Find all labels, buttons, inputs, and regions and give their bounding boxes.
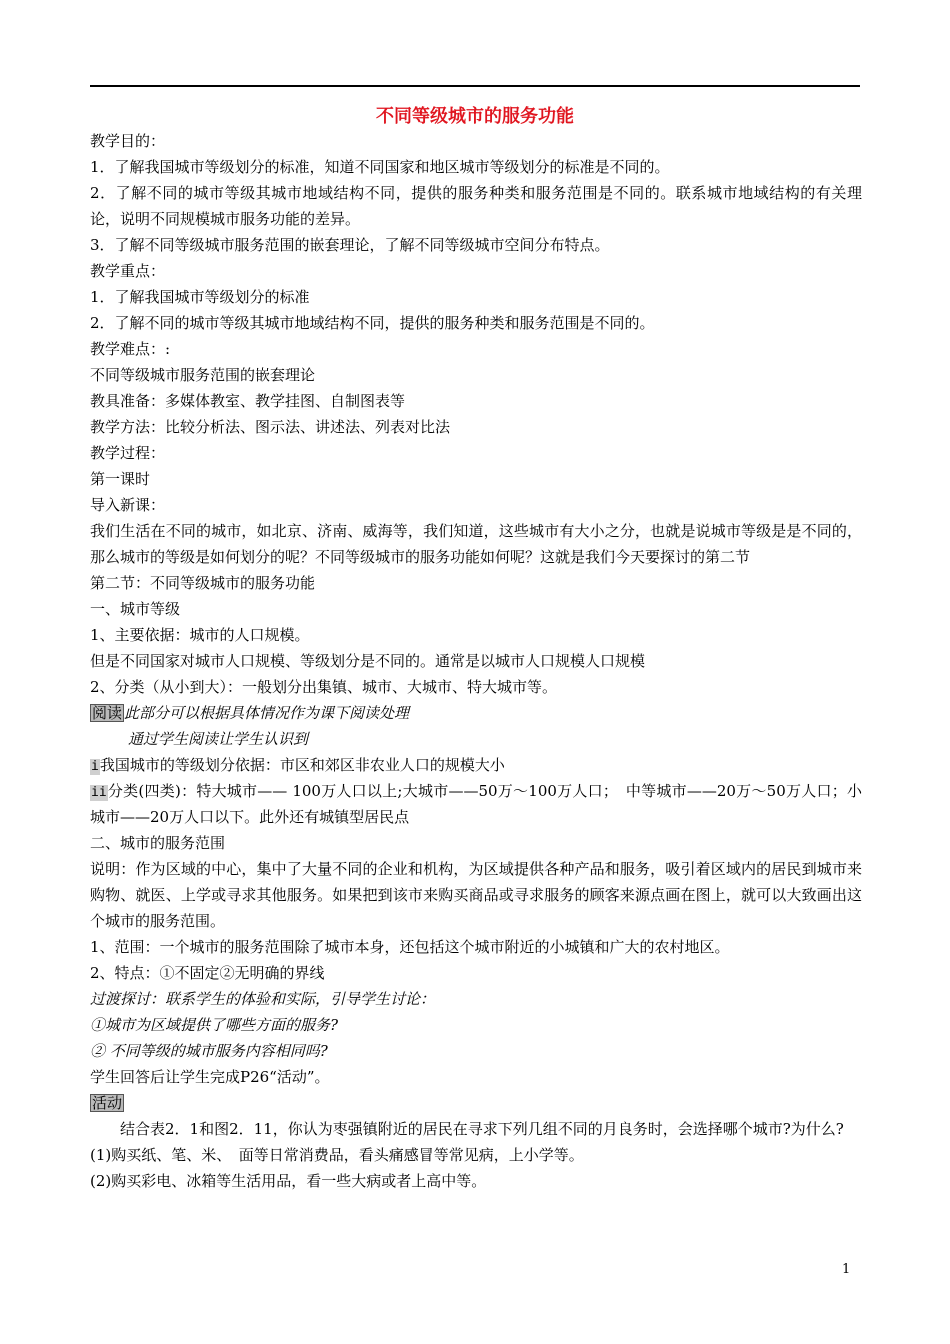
- activity-tag: 活动: [92, 1094, 123, 1112]
- page-number: 1: [842, 1262, 851, 1277]
- part-two-heading: 二、城市的服务范围: [90, 834, 226, 852]
- roman-ii-marker: ii: [91, 785, 107, 800]
- answer-line: 学生回答后让学生完成P26“活动”。: [90, 1068, 330, 1086]
- part-one-classes: 2、分类（从小到大）：一般划分出集镇、城市、大城市、特大城市等。: [90, 678, 558, 696]
- reading-line: [90, 700, 862, 726]
- reading-note: 此部分可以根据具体情况作为课下阅读处理: [124, 704, 410, 722]
- intro-paragraph: 我们生活在不同的城市，如北京、济南、威海等，我们知道，这些城市有大小之分，也就是说城市等级是是不同的，那么城市的等级是如何划分的呢？不同等级城市的服务功能如何呢？这就是我们今天要探讨的第二节: [90, 522, 862, 566]
- page-title: 不同等级城市的服务功能: [376, 106, 574, 127]
- difficulty-item-1: 不同等级城市服务范围的嵌套理论: [90, 366, 316, 384]
- question-2: ② 不同等级的城市服务内容相同吗?: [90, 1042, 328, 1060]
- activity-item-1: (1)购买纸、笔、米、 面等日常消费品，看头痛感冒等常见病，上小学等。: [90, 1146, 584, 1164]
- document-body: [90, 128, 862, 1194]
- reading-ii-text: 分类(四类)：特大城市—— 100万人口以上;大城市——50万～100万人口； 中等城市——20万～50万人口；小城市——20万人口以下。此外还有城镇型居民点: [90, 782, 862, 826]
- reading-i-line: [90, 752, 862, 778]
- goal-item-1: 1．了解我国城市等级划分的标准，知道不同国家和地区城市等级划分的标准是不同的。: [90, 158, 670, 176]
- key-item-2: 2．了解不同的城市等级其城市地域结构不同，提供的服务种类和服务范围是不同的。: [90, 314, 655, 332]
- header-rule: [90, 85, 860, 87]
- activity-text: 结合表2．1和图2．11，你认为枣强镇附近的居民在寻求下列几组不同的月良务时，会选择哪个城市?为什么?: [120, 1120, 844, 1138]
- difficulty-heading: 教学难点：:: [90, 340, 171, 358]
- lesson-one: 第一课时: [90, 470, 151, 488]
- methods-line: 教学方法：比较分析法、图示法、讲述法、列表对比法: [90, 418, 451, 436]
- part-one-note: 但是不同国家对城市人口规模、等级划分是不同的。通常是以城市人口规模人口规模: [90, 652, 646, 670]
- intro-heading: 导入新课：: [90, 496, 166, 514]
- tools-line: 教具准备：多媒体教室、教学挂图、自制图表等: [90, 392, 406, 410]
- activity-item-2: (2)购买彩电、冰箱等生活用品，看一些大病或者上高中等。: [90, 1172, 487, 1190]
- process-heading: 教学过程：: [90, 444, 166, 462]
- reading-note-2: 通过学生阅读让学生认识到: [128, 730, 309, 748]
- reading-i-text: 我国城市的等级划分依据：市区和郊区非农业人口的规模大小: [99, 756, 505, 774]
- goal-item-2: 2．了解不同的城市等级其城市地域结构不同，提供的服务种类和服务范围是不同的。联系城市地域结构的有关理论，说明不同规模城市服务功能的差异。: [90, 184, 862, 228]
- part-two-scope: 1、范围：一个城市的服务范围除了城市本身，还包括这个城市附近的小城镇和广大的农村地区。: [90, 938, 730, 956]
- key-heading: 教学重点：: [90, 262, 166, 280]
- part-two-description: 说明：作为区域的中心，集中了大量不同的企业和机构，为区域提供各种产品和服务，吸引着区域内的居民到城市来购物、就医、上学或寻求其他服务。如果把到该市来购买商品或寻求服务的顾客来源点画在图上，就可以大致画出这个城市的服务范围。: [90, 860, 862, 930]
- goal-heading: 教学目的：: [90, 132, 166, 150]
- transition-line: 过渡探讨：联系学生的体验和实际，引导学生讨论：: [90, 990, 436, 1008]
- part-one-heading: 一、城市等级: [90, 600, 181, 618]
- section-two-heading: 第二节：不同等级城市的服务功能: [90, 574, 316, 592]
- reading-tag: 阅读: [92, 704, 123, 722]
- question-1: ①城市为区域提供了哪些方面的服务?: [90, 1016, 339, 1034]
- part-two-features: 2、特点：①不固定②无明确的界线: [90, 964, 325, 982]
- roman-i-marker: i: [91, 759, 99, 774]
- reading-ii-line: [90, 778, 862, 830]
- activity-line: [90, 1090, 862, 1116]
- part-one-basis: 1、主要依据：城市的人口规模。: [90, 626, 310, 644]
- key-item-1: 1．了解我国城市等级划分的标准: [90, 288, 310, 306]
- goal-item-3: 3．了解不同等级城市服务范围的嵌套理论，了解不同等级城市空间分布特点。: [90, 236, 610, 254]
